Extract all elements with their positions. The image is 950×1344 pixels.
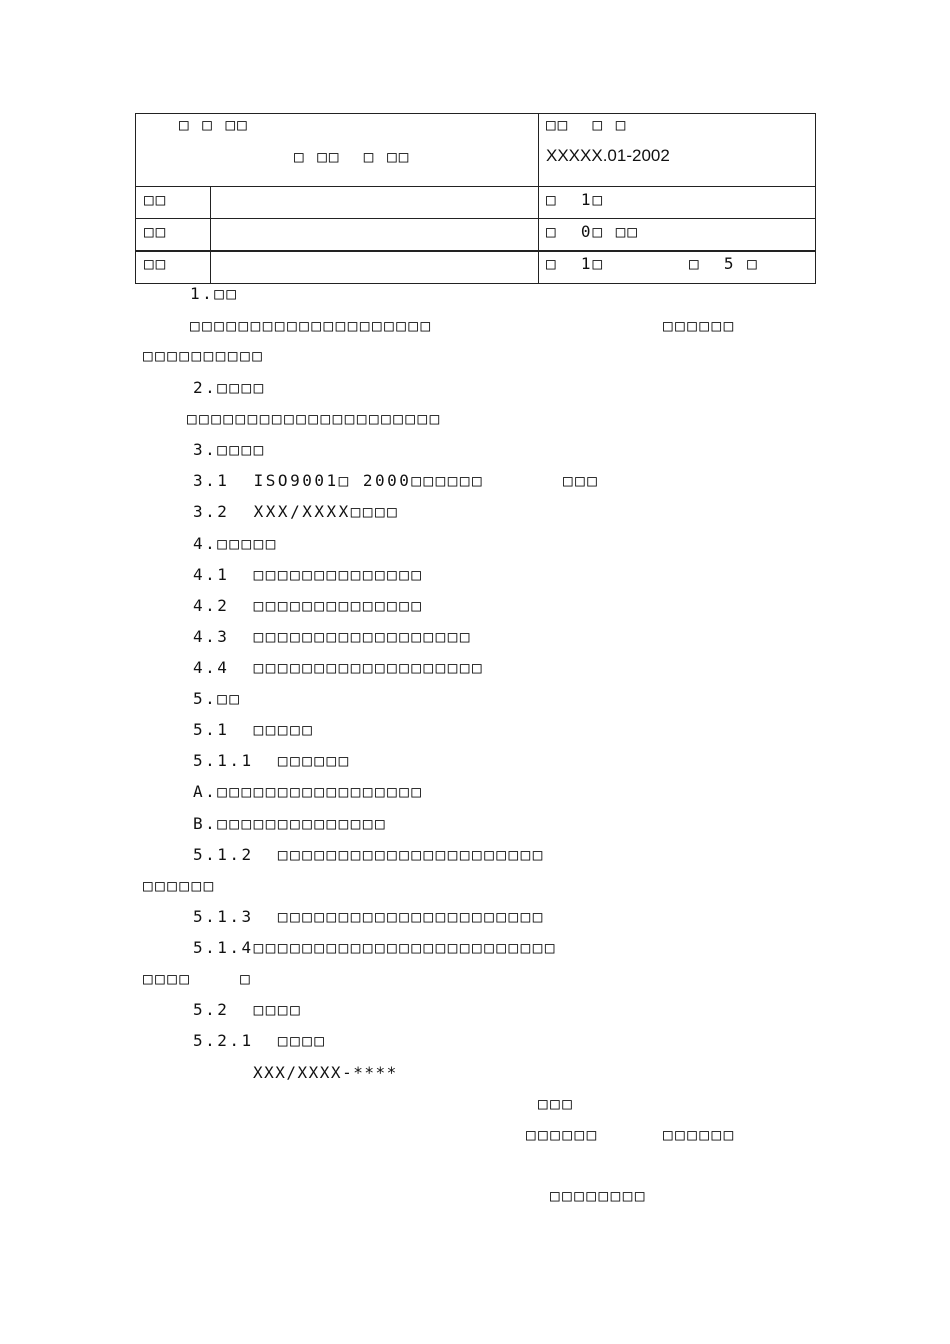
- section-4-2: 4.2 □□□□□□□□□□□□□□: [193, 596, 424, 615]
- section-1-text-a: □□□□□□□□□□□□□□□□□□□□: [190, 316, 433, 335]
- section-5-1-3: 5.1.3 □□□□□□□□□□□□□□□□□□□□□□: [193, 907, 545, 926]
- row3-right-extra: □ 5 □: [689, 254, 759, 273]
- header-right-line1: □□ □ □: [546, 115, 628, 134]
- section-5-1-2-cont: □□□□□□: [143, 876, 216, 895]
- form-code: XXX/XXXX-****: [253, 1063, 398, 1082]
- section-2-heading: 2.□□□□: [193, 378, 266, 397]
- section-5-1-1: 5.1.1 □□□□□□: [193, 751, 351, 770]
- header-left-line1: □ □ □□: [179, 115, 249, 134]
- section-1-heading: 1.□□: [190, 284, 239, 303]
- row2-label: □□: [144, 222, 168, 241]
- section-4-1: 4.1 □□□□□□□□□□□□□□: [193, 565, 424, 584]
- header-label-divider: [210, 186, 211, 283]
- section-3-heading: 3.□□□□: [193, 440, 266, 459]
- doc-code: XXXXX.01-2002: [546, 146, 670, 165]
- section-5-2-1: 5.2.1 □□□□: [193, 1031, 327, 1050]
- item-a: A.□□□□□□□□□□□□□□□□□: [193, 782, 424, 801]
- section-5-heading: 5.□□: [193, 689, 242, 708]
- header-row-divider-2: [136, 218, 815, 219]
- section-3-1-tail: □□□: [563, 471, 600, 490]
- section-3-2: 3.2 XXX/XXXX□□□□: [193, 502, 400, 521]
- header-vertical-divider: [538, 114, 539, 283]
- footer-line-2a: □□□□□□: [526, 1125, 599, 1144]
- section-1-text-c: □□□□□□□□□□: [143, 346, 265, 365]
- row3-right: □ 1□: [546, 254, 605, 273]
- row2-right: □ 0□ □□: [546, 222, 640, 241]
- header-row-divider-3: [136, 250, 815, 252]
- header-row-divider-1: [136, 186, 815, 187]
- row3-label: □□: [144, 254, 168, 273]
- section-5-1-4: 5.1.4□□□□□□□□□□□□□□□□□□□□□□□□□: [193, 938, 557, 957]
- header-left-line2: □ □□ □ □□: [294, 147, 411, 166]
- header-table: [135, 113, 816, 284]
- section-5-1-2: 5.1.2 □□□□□□□□□□□□□□□□□□□□□□: [193, 845, 545, 864]
- footer-line-1: □□□: [538, 1094, 575, 1113]
- item-b: B.□□□□□□□□□□□□□□: [193, 814, 388, 833]
- footer-line-3: □□□□□□□□: [550, 1186, 648, 1205]
- row1-label: □□: [144, 190, 168, 209]
- section-4-4: 4.4 □□□□□□□□□□□□□□□□□□□: [193, 658, 485, 677]
- section-5-2: 5.2 □□□□: [193, 1000, 303, 1019]
- row1-right: □ 1□: [546, 190, 605, 209]
- footer-line-2b: □□□□□□: [663, 1125, 736, 1144]
- section-5-1-4-cont: □□□□ □: [143, 969, 253, 988]
- section-4-3: 4.3 □□□□□□□□□□□□□□□□□□: [193, 627, 473, 646]
- section-5-1: 5.1 □□□□□: [193, 720, 315, 739]
- section-4-heading: 4.□□□□□: [193, 534, 278, 553]
- section-2-text: □□□□□□□□□□□□□□□□□□□□□: [187, 409, 442, 428]
- section-1-text-b: □□□□□□: [663, 316, 736, 335]
- section-3-1: 3.1 ISO9001□ 2000□□□□□□: [193, 471, 485, 490]
